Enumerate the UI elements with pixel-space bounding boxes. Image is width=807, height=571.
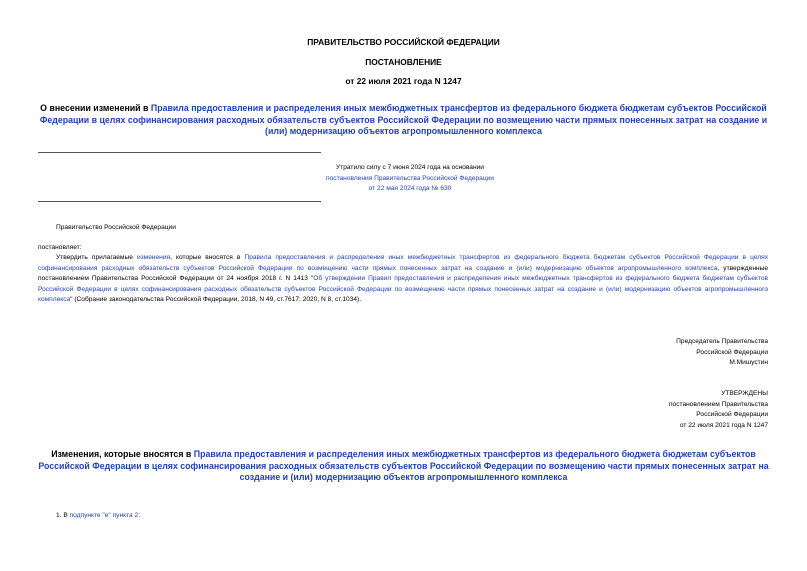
issuer: Правительство Российской Федерации bbox=[56, 224, 176, 231]
approved-line4: от 22 июля 2021 года N 1247 bbox=[679, 421, 768, 429]
approved-line3: Российской Федерации bbox=[696, 411, 768, 419]
item-1-link[interactable]: подпункте "е" пункта 2 bbox=[69, 512, 139, 519]
status-note bbox=[260, 163, 560, 195]
item-1 bbox=[56, 511, 786, 522]
status-top-rule bbox=[38, 152, 321, 153]
signature-line2: Российской Федерации bbox=[696, 348, 768, 356]
title-prefix: О внесении изменений в bbox=[40, 103, 151, 113]
paragraph-text-b: , которые вносятся в bbox=[170, 254, 245, 261]
document-type-heading: ПОСТАНОВЛЕНИЕ bbox=[365, 57, 442, 67]
document-date-number: от 22 июля 2021 года N 1247 bbox=[345, 76, 462, 86]
government-heading: ПРАВИТЕЛЬСТВО РОССИЙСКОЙ ФЕДЕРАЦИИ bbox=[307, 37, 500, 47]
title-rules-link[interactable]: Правила предоставления и распределения иных межбюджетных трансфертов из федерального бюджета бюджетам субъектов Российской Федерации в целях софинансирования расходных обязательств субъектов Российской Федерации по возмещению части прямых понесенных затрат на создание и (или) модернизацию объектов агропромышленного комплекса bbox=[39, 103, 768, 136]
paragraph-text-a: Утвердить прилагаемые bbox=[56, 254, 137, 261]
document-title bbox=[30, 103, 777, 138]
changes-link[interactable]: изменения bbox=[136, 254, 171, 261]
rules-link[interactable]: Правила предоставления и распределения иных межбюджетных трансфертов из федерального бюджета бюджетам субъектов Российской Федерации в целях софинансирования расходных обязательств субъектов Российской Федерации по возмещению части прямых понесенных затрат на создание и (или) модернизацию объектов агропромышленного комплекса bbox=[38, 254, 768, 272]
status-note-date-link[interactable]: от 22 мая 2024 года № 630 bbox=[368, 185, 452, 192]
changes-title-rules-link[interactable]: Правила предоставления и распределения иных межбюджетных трансфертов из федерального бюджета бюджетам субъектов Российской Федерации в целях софинансирования расходных обязательств субъектов Российской Федерации по возмещению части прямых понесенных затрат на создание и (или) модернизацию объектов агропромышленного комплекса bbox=[38, 449, 769, 482]
signature-line1: Председатель Правительства bbox=[676, 338, 768, 345]
item-1-suffix: : bbox=[138, 512, 141, 519]
signature-name: М.Мишустин bbox=[729, 359, 768, 367]
status-note-link[interactable]: постановления Правительства Российской Федерации bbox=[326, 174, 494, 182]
approved-block bbox=[669, 389, 768, 431]
resolution-paragraph bbox=[38, 253, 768, 306]
paragraph-text-d: " (Собрание законодательства Российской Федерации, 2018, N 49, ст.7617; 2020, N 8, ст.1034). bbox=[70, 296, 362, 304]
status-note-line1: Утратило силу с 7 июня 2024 года на основании bbox=[336, 164, 484, 171]
status-bottom-rule bbox=[38, 201, 321, 202]
paragraph-text-c: , утвержденные постановлением Правительства Российской Федерации от 24 ноября 2018 г. N 1413 " bbox=[38, 264, 769, 283]
changes-title-prefix: Изменения, которые вносятся в bbox=[51, 449, 194, 459]
decides-label: постановляет: bbox=[38, 244, 82, 251]
decree-1413-link[interactable]: Об утверждении Правил предоставления и распределения иных межбюджетных трансфертов из федерального бюджета бюджетам субъектов Российской Федерации в целях софинансирования расходных обязательств субъектов Российской Федерации по возмещению части прямых понесенных затрат на создание и (или) модернизацию объектов агропромышленного комплекса bbox=[38, 275, 768, 304]
changes-title bbox=[30, 449, 777, 484]
approved-line1: УТВЕРЖДЕНЫ bbox=[721, 390, 768, 397]
item-1-prefix: 1. В bbox=[56, 512, 70, 519]
signature-block bbox=[676, 337, 768, 369]
approved-line2: постановлением Правительства bbox=[668, 400, 768, 408]
